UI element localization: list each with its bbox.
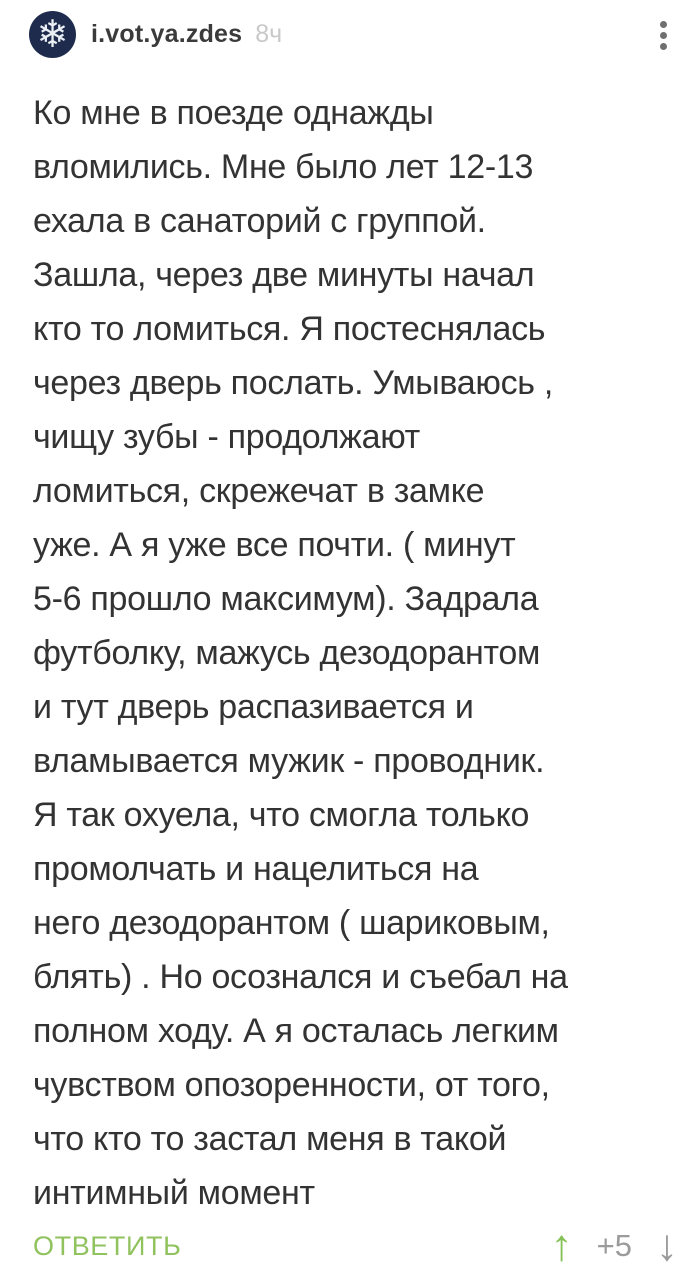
comment-footer — [33, 1220, 678, 1272]
comment-line: Я так охуела, что смогла только — [33, 796, 530, 834]
rating-value: +5 — [596, 1228, 632, 1263]
comment-line: и тут дверь распазивается и — [33, 688, 474, 726]
avatar[interactable] — [29, 11, 76, 58]
comment-line: 5-6 прошло максимум). Задрала — [33, 580, 539, 618]
timestamp-label: 8ч — [255, 19, 283, 48]
comment-line: уже. А я уже все почти. ( минут — [33, 526, 516, 564]
reply-button[interactable]: ОТВЕТИТЬ — [33, 1230, 182, 1261]
rating-cluster — [550, 1221, 678, 1270]
kebab-menu-icon[interactable] — [654, 19, 672, 52]
comment-line: ехала в санаторий с группой. — [33, 202, 486, 240]
comment-line: через дверь послать. Умываюсь , — [33, 364, 554, 402]
comment-line: блять) . Но осознался и съебал на — [33, 958, 568, 996]
comment-line: вламывается мужик - проводник. — [33, 742, 545, 780]
kebab-dot — [660, 21, 667, 28]
comment-line: Зашла, через две минуты начал — [33, 256, 535, 294]
comment-line: полном ходу. А я осталась легким — [33, 1012, 559, 1050]
comment-line: кто то ломиться. Я постеснялась — [33, 310, 546, 348]
comment-header — [29, 10, 676, 58]
comment-line: чищу зубы - продолжают — [33, 418, 420, 456]
comment-line: промолчать и нацелиться на — [33, 850, 479, 888]
comment-line: интимный момент — [33, 1174, 315, 1212]
kebab-dot — [660, 32, 667, 39]
comment-line: него дезодорантом ( шариковым, — [33, 904, 550, 942]
downvote-icon[interactable]: ↓ — [656, 1221, 678, 1270]
comment-line: что кто то застал меня в такой — [33, 1120, 507, 1158]
username-link[interactable]: i.vot.ya.zdes — [91, 19, 243, 48]
snowflake-icon: ❄ — [36, 14, 69, 56]
comment-line: чувством опозоренности, от того, — [33, 1066, 550, 1104]
comment-line: Ко мне в поезде однажды — [33, 94, 434, 132]
comment-line: футболку, мажусь дезодорантом — [33, 634, 541, 672]
upvote-icon[interactable]: ↑ — [550, 1221, 573, 1270]
kebab-dot — [660, 43, 667, 50]
comment-line: ломиться, скрежечат в замке — [33, 472, 485, 510]
comment-text — [33, 86, 690, 1220]
comment-line: вломились. Мне было лет 12-13 — [33, 148, 534, 186]
